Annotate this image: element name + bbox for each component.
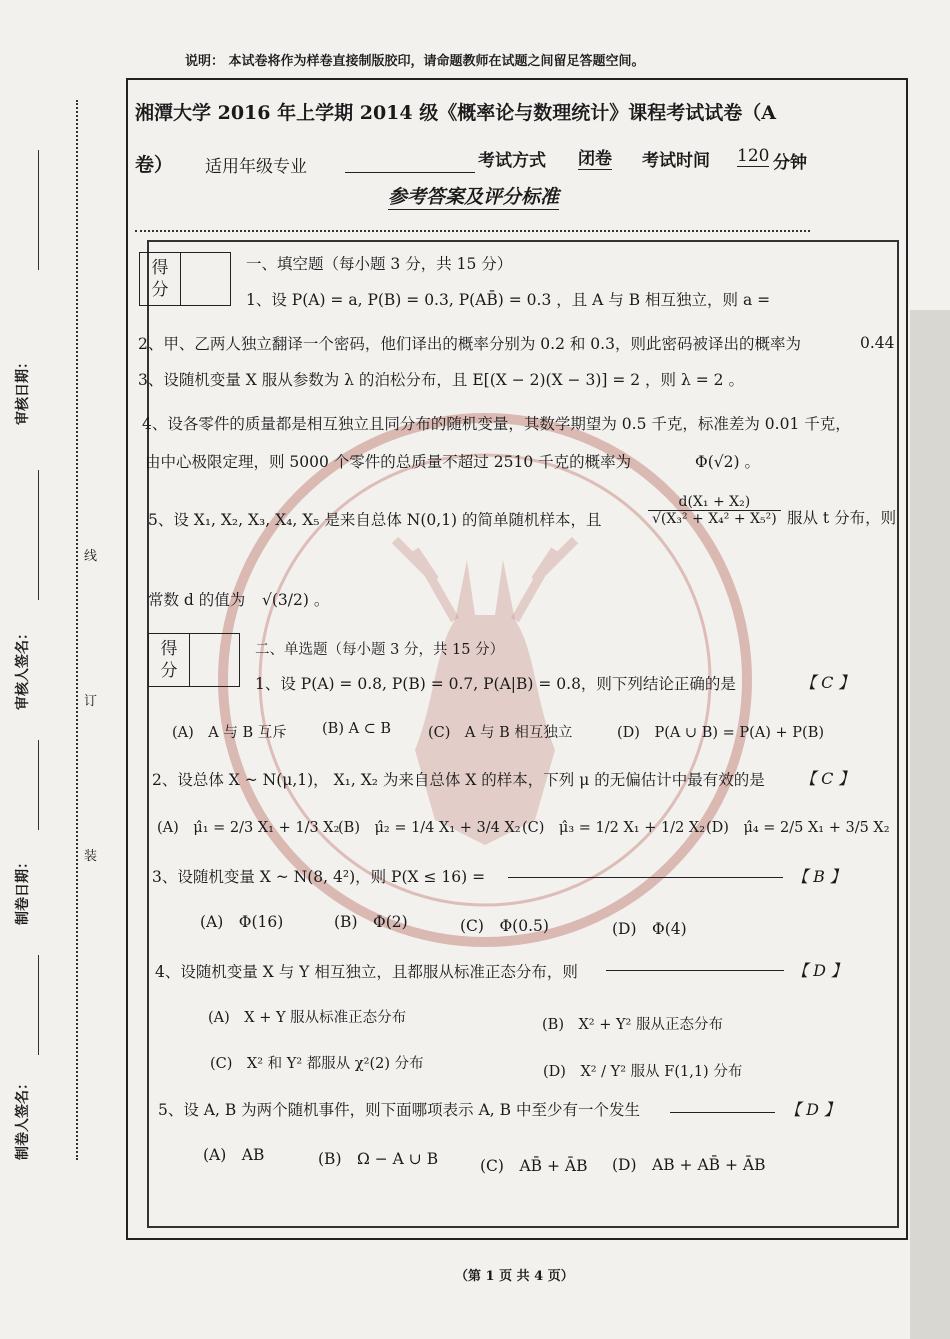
review-date-line	[38, 150, 39, 270]
page-footer: （第 1 页 共 4 页）	[455, 1269, 574, 1284]
s2-q2-answer: 【 C 】	[800, 769, 855, 788]
s1-q5-fraction	[648, 494, 781, 527]
exam-mode-value: 闭卷	[578, 144, 612, 170]
exam-time-unit: 分钟	[773, 153, 807, 173]
s2-q5-blank	[670, 1112, 775, 1113]
s2-q4-blank	[606, 970, 784, 971]
score-label-fen: 分	[160, 661, 178, 681]
s2-q2-opt-b: (B) μ̂₂ = 1/4 X₁ + 3/4 X₂	[338, 820, 521, 836]
score-label-de: 得	[160, 639, 178, 659]
s2-q2-opt-a: (A) μ̂₁ = 2/3 X₁ + 1/3 X₂	[157, 820, 340, 836]
answer-key-subtitle: 参考答案及评分标准	[388, 182, 559, 210]
s1-q2: 2、甲、乙两人独立翻译一个密码，他们译出的概率分别为 0.2 和 0.3，则此密码被译出的概率为	[138, 335, 801, 353]
reviewer-sign-line	[38, 470, 39, 600]
s2-q2: 2、设总体 X ~ N(μ,1)， X₁, X₂ 为来自总体 X 的样本，下列 μ 的无偏估计中最有效的是	[152, 771, 765, 789]
s1-q3: 3、设随机变量 X 服从参数为 λ 的泊松分布，且 E[(X − 2)(X − 3)] = 2 ，则 λ = 2 。	[138, 371, 744, 389]
grade-major-blank	[345, 172, 475, 173]
s2-q2-opt-d: (D) μ̂₄ = 2/5 X₁ + 3/5 X₂	[706, 820, 890, 836]
s2-q3-opt-a: (A) Φ(16)	[200, 913, 284, 931]
s2-q5-opt-a: (A) AB	[203, 1146, 265, 1164]
section1-heading: 一、填空题（每小题 3 分，共 15 分）	[246, 255, 513, 273]
s1-q4-line2: 由中心极限定理，则 5000 个零件的总质量不超过 2510 千克的概率为	[145, 453, 632, 471]
s2-q4-opt-d: (D) X² / Y² 服从 F(1,1) 分布	[543, 1064, 743, 1080]
s2-q3-opt-b: (B) Φ(2)	[334, 913, 408, 931]
top-note: 说明： 本试卷将作为样卷直接制版胶印，请命题教师在试题之间留足答题空间。	[185, 54, 645, 69]
s2-q3-opt-c: (C) Φ(0.5)	[460, 917, 549, 935]
scan-edge-shadow	[910, 310, 950, 1339]
s2-q3-blank	[508, 877, 783, 878]
score-label-de: 得	[151, 258, 169, 278]
side-char-zhuang: 装	[84, 849, 98, 864]
s2-q2-opt-c: (C) μ̂₃ = 1/2 X₁ + 1/2 X₂	[522, 820, 706, 836]
exam-time-value: 120	[737, 146, 770, 166]
s1-q4-answer: Φ(√2) 。	[695, 453, 760, 471]
s2-q1-answer: 【 C 】	[800, 673, 855, 692]
s2-q4-opt-c: (C) X² 和 Y² 都服从 χ²(2) 分布	[210, 1056, 424, 1072]
exam-time-label: 考试时间	[642, 151, 710, 171]
s1-q1: 1、设 P(A) = a, P(B) = 0.3, P(AB̄) = 0.3 ，且 A 与 B 相互独立，则 a =	[246, 291, 771, 309]
s2-q1-opt-c: (C) A 与 B 相互独立	[428, 725, 573, 741]
s2-q4: 4、设随机变量 X 与 Y 相互独立，且都服从标准正态分布，则	[155, 963, 578, 981]
s2-q1: 1、设 P(A) = 0.8, P(B) = 0.7, P(A|B) = 0.8，则下列结论正确的是	[255, 675, 736, 693]
s2-q3-opt-d: (D) Φ(4)	[612, 920, 687, 938]
exam-mode-label: 考试方式	[478, 151, 546, 171]
s2-q5: 5、设 A, B 为两个随机事件，则下面哪项表示 A, B 中至少有一个发生	[158, 1101, 640, 1119]
s2-q1-opt-b: (B) A ⊂ B	[322, 721, 392, 737]
s2-q4-opt-a: (A) X + Y 服从标准正态分布	[208, 1010, 407, 1026]
exam-title-cont: 卷）	[135, 154, 174, 176]
maker-sign-label: 制卷人签名：	[15, 1076, 31, 1160]
s2-q5-answer: 【 D 】	[785, 1100, 841, 1119]
make-date-line	[38, 740, 39, 830]
s1-q4-line1: 4、设各零件的质量都是相互独立且同分布的随机变量，其数学期望为 0.5 千克，标准差为 0.01 千克，	[142, 415, 851, 433]
score-input-2[interactable]	[190, 634, 239, 686]
score-label-fen: 分	[151, 280, 169, 300]
s1-q5-line1-end: 服从 t 分布，则	[787, 509, 897, 527]
s2-q3-answer: 【 B 】	[792, 867, 846, 886]
exam-title: 湘潭大学 2016 年上学期 2014 级《概率论与数理统计》课程考试试卷（A	[135, 102, 776, 124]
review-date-label: 审核日期：	[15, 355, 31, 425]
title-separator	[135, 230, 810, 232]
section2-heading: 二、单选题（每小题 3 分，共 15 分）	[255, 642, 505, 658]
maker-sign-line	[38, 955, 39, 1055]
s2-q4-answer: 【 D 】	[792, 961, 848, 980]
s1-q5-line2: 常数 d 的值为	[148, 591, 246, 609]
side-char-xian: 线	[84, 549, 98, 564]
binding-dotted-line	[76, 100, 78, 1160]
s2-q3: 3、设随机变量 X ~ N(8, 4²)，则 P(X ≤ 16) =	[152, 868, 486, 886]
s2-q1-opt-d: (D) P(A ∪ B) = P(A) + P(B)	[617, 725, 825, 741]
reviewer-sign-label: 审核人签名：	[15, 626, 31, 710]
s1-q2-answer: 0.44	[860, 334, 895, 352]
s2-q5-opt-b: (B) Ω − A ∪ B	[318, 1150, 439, 1168]
score-box-1	[139, 252, 231, 306]
score-input-1[interactable]	[181, 253, 230, 305]
score-box-2	[148, 633, 240, 687]
s1-q5-denominator: √(X₃² + X₄² + X₅²)	[652, 511, 777, 527]
s2-q1-opt-a: (A) A 与 B 互斥	[172, 725, 287, 741]
make-date-label: 制卷日期：	[15, 855, 31, 925]
s1-q5-line1: 5、设 X₁, X₂, X₃, X₄, X₅ 是来自总体 N(0,1) 的简单随机样本，且	[148, 511, 602, 529]
side-char-ding: 订	[84, 694, 98, 709]
grade-major-label: 适用年级专业	[205, 157, 307, 177]
s2-q5-opt-d: (D) AB + AB̄ + ĀB	[612, 1156, 766, 1174]
s1-q5-answer: √(3/2) 。	[262, 591, 330, 609]
s1-q5-numerator: d(X₁ + X₂)	[648, 494, 781, 511]
s2-q5-opt-c: (C) AB̄ + ĀB	[480, 1157, 588, 1175]
s2-q4-opt-b: (B) X² + Y² 服从正态分布	[542, 1017, 723, 1033]
